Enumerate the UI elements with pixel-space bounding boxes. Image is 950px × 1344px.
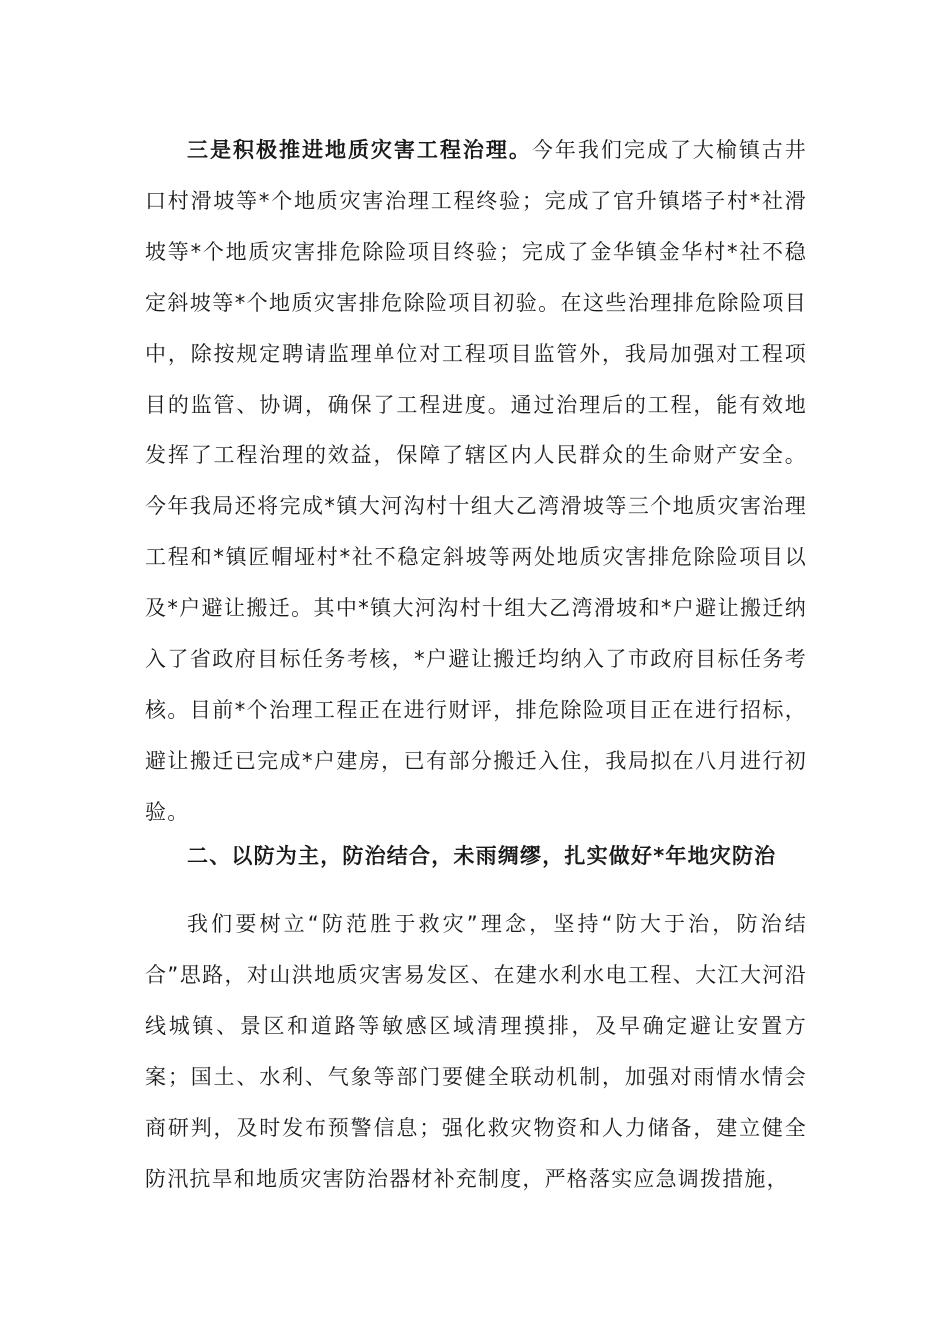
section-heading-prevention: 二、以防为主，防治结合，未雨绸缪，扎实做好*年地灾防治 [187, 844, 777, 868]
paragraph-geohazard-governance [145, 125, 807, 838]
paragraph-lead: 三是积极推进地质灾害工程治理。 [187, 138, 532, 162]
paragraph-body: 今年我们完成了大榆镇古井口村滑坡等*个地质灾害治理工程终验；完成了官升镇塔子村*社滑坡等*个地质灾害排危除险项目终验；完成了金华镇金华村*社不稳定斜坡等*个地质灾害排危除险项目初验。在这些治理排危除险项目中，除按规定聘请监理单位对工程项目监管外，我局加强对工程项目的监管、协调，确保了工程进度。通过治理后的工程，能有效地发挥了工程治理的效益，保障了辖区内人民群众的生命财产安全。今年我局还将完成*镇大河沟村十组大乙湾滑坡等三个地质灾害治理工程和*镇匠帽垭村*社不稳定斜坡等两处地质灾害排危除险项目以及*户避让搬迁。其中*镇大河沟村十组大乙湾滑坡和*户避让搬迁纳入了省政府目标任务考核，*户避让搬迁均纳入了市政府目标任务考核。目前*个治理工程正在进行财评，排危除险项目正在进行招标，避让搬迁已完成*户建房，已有部分搬迁入住，我局拟在八月进行初验。 [145, 138, 808, 824]
paragraph-prevention-measures: 我们要树立“防范胜于救灾”理念，坚持“防大于治，防治结合”思路，对山洪地质灾害易发区、在建水利水电工程、大江大河沿线城镇、景区和道路等敏感区域清理摸排，及早确定避让安置方案；国土、水利、气象等部门要健全联动机制，加强对雨情水情会商研判，及时发布预警信息；强化救灾物资和人力储备，建立健全防汛抗旱和地质灾害防治器材补充制度，严格落实应急调拨措施， [145, 912, 807, 1191]
